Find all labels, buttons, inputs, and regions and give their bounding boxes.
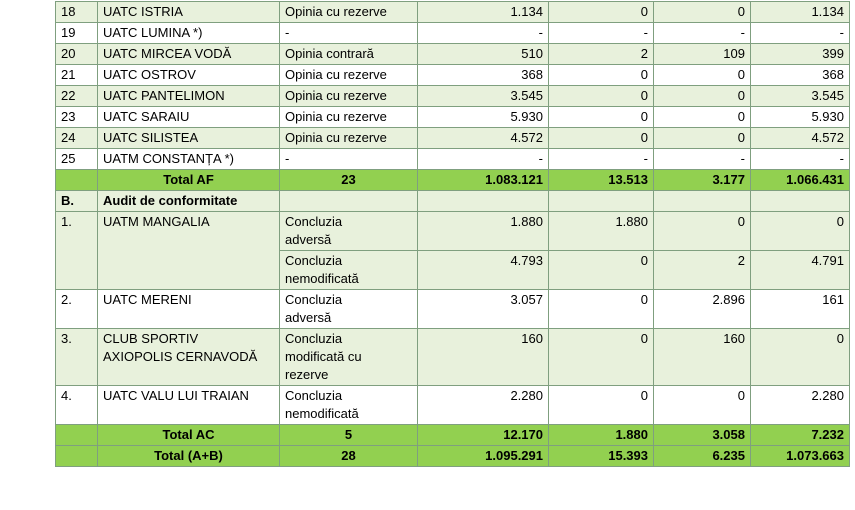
total-value-1 [418, 170, 549, 191]
row-number [56, 128, 98, 149]
entity-name-text: UATC ISTRIA [103, 4, 183, 19]
total-count-text: 28 [341, 448, 356, 463]
value-3 [654, 212, 751, 251]
value-1 [418, 149, 549, 170]
entity-name [98, 386, 280, 425]
section-empty-cell [654, 191, 751, 212]
table-row [56, 86, 850, 107]
value-1-text: 368 [521, 67, 543, 82]
opinion-type [280, 251, 418, 290]
value-4 [751, 329, 850, 386]
total-spacer [56, 446, 98, 467]
value-4-text: 3.545 [811, 88, 844, 103]
entity-name [98, 329, 280, 386]
opinion-type [280, 329, 418, 386]
value-2 [549, 329, 654, 386]
total-value-2 [549, 425, 654, 446]
opinion-type-text: Opinia cu rezerve [285, 109, 387, 124]
table-row [56, 386, 850, 425]
table-row [56, 107, 850, 128]
value-2 [549, 107, 654, 128]
opinion-type-text: adversă [285, 310, 332, 325]
value-4-text: - [839, 25, 844, 40]
section-empty-cell [418, 191, 549, 212]
value-4 [751, 86, 850, 107]
row-number [56, 23, 98, 44]
table-row [56, 212, 850, 251]
entity-name [98, 86, 280, 107]
row-number [56, 212, 98, 290]
total-value-1-text: 1.095.291 [485, 448, 543, 463]
value-4 [751, 65, 850, 86]
value-4 [751, 2, 850, 23]
total-value-3-text: 3.058 [712, 427, 745, 442]
entity-name-text: UATC OSTROV [103, 67, 196, 82]
value-1 [418, 290, 549, 329]
entity-name [98, 44, 280, 65]
total-label [98, 446, 280, 467]
opinion-type-text: Concluzia [285, 388, 343, 403]
total-value-3-text: 6.235 [712, 448, 745, 463]
value-3 [654, 23, 751, 44]
table-row [56, 23, 850, 44]
value-1 [418, 212, 549, 251]
value-1 [418, 128, 549, 149]
total-value-1 [418, 446, 549, 467]
value-1-text: 4.793 [510, 253, 543, 268]
value-1 [418, 107, 549, 128]
total-value-2 [549, 446, 654, 467]
value-3 [654, 386, 751, 425]
value-1-text: 510 [521, 46, 543, 61]
value-2-text: 0 [640, 67, 648, 82]
opinion-type-text: - [285, 151, 290, 166]
audit-table [55, 1, 850, 467]
value-1-text: 4.572 [510, 130, 543, 145]
total-count [280, 425, 418, 446]
table-row [56, 128, 850, 149]
opinion-type-text: Concluzia [285, 214, 343, 229]
opinion-type [280, 107, 418, 128]
value-4-text: 368 [822, 67, 844, 82]
total-value-3 [654, 425, 751, 446]
value-2 [549, 65, 654, 86]
total-value-3-text: 3.177 [712, 172, 745, 187]
value-4-text: 399 [822, 46, 844, 61]
total-value-3 [654, 446, 751, 467]
total-label [98, 170, 280, 191]
row-number-text: 23 [61, 109, 76, 124]
total-value-1-text: 12.170 [503, 427, 543, 442]
entity-name-text: UATC SARAIU [103, 109, 190, 124]
value-3-text: 0 [737, 130, 745, 145]
total-af-row [56, 170, 850, 191]
value-1-text: 3.057 [510, 292, 543, 307]
value-4 [751, 23, 850, 44]
value-3 [654, 86, 751, 107]
row-number-text: 21 [61, 67, 76, 82]
row-number-text: 3. [61, 331, 72, 346]
entity-name [98, 2, 280, 23]
value-4-text: 1.134 [811, 4, 844, 19]
value-4-text: 2.280 [811, 388, 844, 403]
value-1-text: 3.545 [510, 88, 543, 103]
opinion-type [280, 386, 418, 425]
value-1-text: - [538, 25, 543, 40]
total-label-text: Total AF [163, 172, 214, 187]
row-number [56, 44, 98, 65]
entity-name [98, 107, 280, 128]
opinion-type [280, 23, 418, 44]
value-3-text: 2 [737, 253, 745, 268]
value-2 [549, 44, 654, 65]
total-spacer [56, 425, 98, 446]
row-number [56, 65, 98, 86]
value-3-text: 0 [737, 109, 745, 124]
value-3-text: 109 [723, 46, 745, 61]
entity-name-text: UATC MERENI [103, 292, 192, 307]
value-2-text: 1.880 [615, 214, 648, 229]
value-3-text: - [740, 25, 745, 40]
row-number [56, 149, 98, 170]
section-header-row [56, 191, 850, 212]
total-value-4-text: 1.073.663 [786, 448, 844, 463]
total-count-text: 5 [344, 427, 353, 442]
value-2-text: 2 [640, 46, 648, 61]
value-1 [418, 386, 549, 425]
row-number [56, 290, 98, 329]
row-number [56, 86, 98, 107]
entity-name-text: UATC SILISTEA [103, 130, 199, 145]
value-2 [549, 23, 654, 44]
value-3-text: 2.896 [712, 292, 745, 307]
entity-name-text: UATC PANTELIMON [103, 88, 225, 103]
value-1-text: 5.930 [510, 109, 543, 124]
value-1 [418, 86, 549, 107]
table-row [56, 44, 850, 65]
value-3 [654, 329, 751, 386]
row-number-text: 1. [61, 214, 72, 229]
entity-name [98, 290, 280, 329]
entity-name-text: UATC MIRCEA VODĂ [103, 46, 232, 61]
value-4 [751, 212, 850, 251]
value-2 [549, 86, 654, 107]
row-number [56, 329, 98, 386]
row-number-text: 20 [61, 46, 76, 61]
value-3 [654, 2, 751, 23]
total-ac-row [56, 425, 850, 446]
table-row [56, 329, 850, 386]
opinion-type-text: Opinia cu rezerve [285, 88, 387, 103]
value-3-text: 0 [737, 67, 745, 82]
row-number-text: 25 [61, 151, 76, 166]
table-row [56, 2, 850, 23]
opinion-type-text: Concluzia [285, 253, 343, 268]
entity-name-text: UATM CONSTANȚA *) [103, 151, 234, 166]
opinion-type-text: Concluzia [285, 331, 343, 346]
value-2-text: 0 [640, 130, 648, 145]
value-3-text: 0 [737, 88, 745, 103]
value-2 [549, 2, 654, 23]
value-3 [654, 290, 751, 329]
value-2 [549, 290, 654, 329]
value-1-text: 1.880 [510, 214, 543, 229]
total-label-text: Total (A+B) [154, 448, 223, 463]
opinion-type-text: Opinia cu rezerve [285, 4, 387, 19]
value-3-text: 160 [723, 331, 745, 346]
opinion-type [280, 2, 418, 23]
value-4-text: - [839, 151, 844, 166]
value-1-text: - [538, 151, 543, 166]
value-2 [549, 128, 654, 149]
opinion-type [280, 86, 418, 107]
value-3 [654, 107, 751, 128]
value-4-text: 4.791 [811, 253, 844, 268]
row-number [56, 2, 98, 23]
total-label [98, 425, 280, 446]
row-number-text: 19 [61, 25, 76, 40]
value-4 [751, 107, 850, 128]
total-value-1 [418, 425, 549, 446]
value-3 [654, 65, 751, 86]
value-3-text: - [740, 151, 745, 166]
total-count [280, 446, 418, 467]
row-number-text: 2. [61, 292, 72, 307]
row-number-text: 4. [61, 388, 72, 403]
section-empty-cell [549, 191, 654, 212]
table-row [56, 290, 850, 329]
section-title [98, 191, 280, 212]
total-ab-row [56, 446, 850, 467]
value-1 [418, 251, 549, 290]
opinion-type-text: rezerve [285, 367, 329, 382]
value-4 [751, 128, 850, 149]
total-value-4-text: 7.232 [811, 427, 844, 442]
value-2 [549, 149, 654, 170]
value-3-text: 0 [737, 214, 745, 229]
value-1-text: 1.134 [510, 4, 543, 19]
total-value-3 [654, 170, 751, 191]
total-label-text: Total AC [162, 427, 215, 442]
opinion-type-text: nemodificată [285, 271, 359, 286]
value-2-text: 0 [640, 292, 648, 307]
row-number [56, 107, 98, 128]
opinion-type-text: Opinia contrară [285, 46, 374, 61]
value-3-text: 0 [737, 4, 745, 19]
value-2-text: 0 [640, 331, 648, 346]
entity-name [98, 23, 280, 44]
value-2 [549, 386, 654, 425]
total-value-2 [549, 170, 654, 191]
total-value-2-text: 13.513 [608, 172, 648, 187]
value-1 [418, 2, 549, 23]
value-4 [751, 290, 850, 329]
entity-name-text: UATM MANGALIA [103, 214, 210, 229]
section-empty-cell [280, 191, 418, 212]
value-2-text: - [643, 25, 648, 40]
entity-name-text: UATC VALU LUI TRAIAN [103, 388, 249, 403]
value-1 [418, 23, 549, 44]
section-letter-text: B. [61, 193, 74, 208]
value-2-text: 0 [640, 253, 648, 268]
total-value-2-text: 15.393 [608, 448, 648, 463]
value-2-text: 0 [640, 88, 648, 103]
opinion-type-text: Concluzia [285, 292, 343, 307]
value-3 [654, 251, 751, 290]
value-1 [418, 65, 549, 86]
opinion-type-text: adversă [285, 232, 332, 247]
value-1-text: 2.280 [510, 388, 543, 403]
value-2-text: 0 [640, 388, 648, 403]
value-2-text: - [643, 151, 648, 166]
entity-name-text: CLUB SPORTIV [103, 331, 199, 346]
value-2 [549, 212, 654, 251]
value-4 [751, 149, 850, 170]
value-4-text: 161 [822, 292, 844, 307]
audit-table-body [56, 2, 850, 467]
value-1 [418, 329, 549, 386]
row-number [56, 386, 98, 425]
total-value-2-text: 1.880 [615, 427, 648, 442]
entity-name [98, 65, 280, 86]
total-count-text: 23 [341, 172, 356, 187]
value-4-text: 4.572 [811, 130, 844, 145]
value-4 [751, 251, 850, 290]
section-empty-cell [751, 191, 850, 212]
total-value-4 [751, 170, 850, 191]
value-2-text: 0 [640, 4, 648, 19]
value-3 [654, 149, 751, 170]
table-row [56, 149, 850, 170]
section-title-text: Audit de conformitate [103, 193, 238, 208]
opinion-type-text: - [285, 25, 290, 40]
entity-name [98, 128, 280, 149]
value-1-text: 160 [521, 331, 543, 346]
total-value-4 [751, 425, 850, 446]
opinion-type [280, 212, 418, 251]
value-4 [751, 44, 850, 65]
opinion-type [280, 128, 418, 149]
total-count [280, 170, 418, 191]
value-2-text: 0 [640, 109, 648, 124]
value-4-text: 5.930 [811, 109, 844, 124]
value-4 [751, 386, 850, 425]
total-value-1-text: 1.083.121 [485, 172, 543, 187]
entity-name [98, 149, 280, 170]
opinion-type-text: Opinia cu rezerve [285, 130, 387, 145]
total-value-4-text: 1.066.431 [786, 172, 844, 187]
section-letter [56, 191, 98, 212]
opinion-type-text: nemodificată [285, 406, 359, 421]
total-spacer [56, 170, 98, 191]
value-3 [654, 128, 751, 149]
value-4-text: 0 [836, 214, 844, 229]
value-3 [654, 44, 751, 65]
opinion-type [280, 290, 418, 329]
value-3-text: 0 [737, 388, 745, 403]
opinion-type [280, 65, 418, 86]
entity-name-text: UATC LUMINA *) [103, 25, 203, 40]
entity-name [98, 212, 280, 290]
opinion-type-text: Opinia cu rezerve [285, 67, 387, 82]
entity-name-text: AXIOPOLIS CERNAVODĂ [103, 349, 258, 364]
opinion-type-text: modificată cu [285, 349, 362, 364]
row-number-text: 24 [61, 130, 76, 145]
opinion-type [280, 44, 418, 65]
row-number-text: 22 [61, 88, 76, 103]
table-row [56, 65, 850, 86]
value-1 [418, 44, 549, 65]
value-2 [549, 251, 654, 290]
value-4-text: 0 [836, 331, 844, 346]
row-number-text: 18 [61, 4, 76, 19]
opinion-type [280, 149, 418, 170]
total-value-4 [751, 446, 850, 467]
